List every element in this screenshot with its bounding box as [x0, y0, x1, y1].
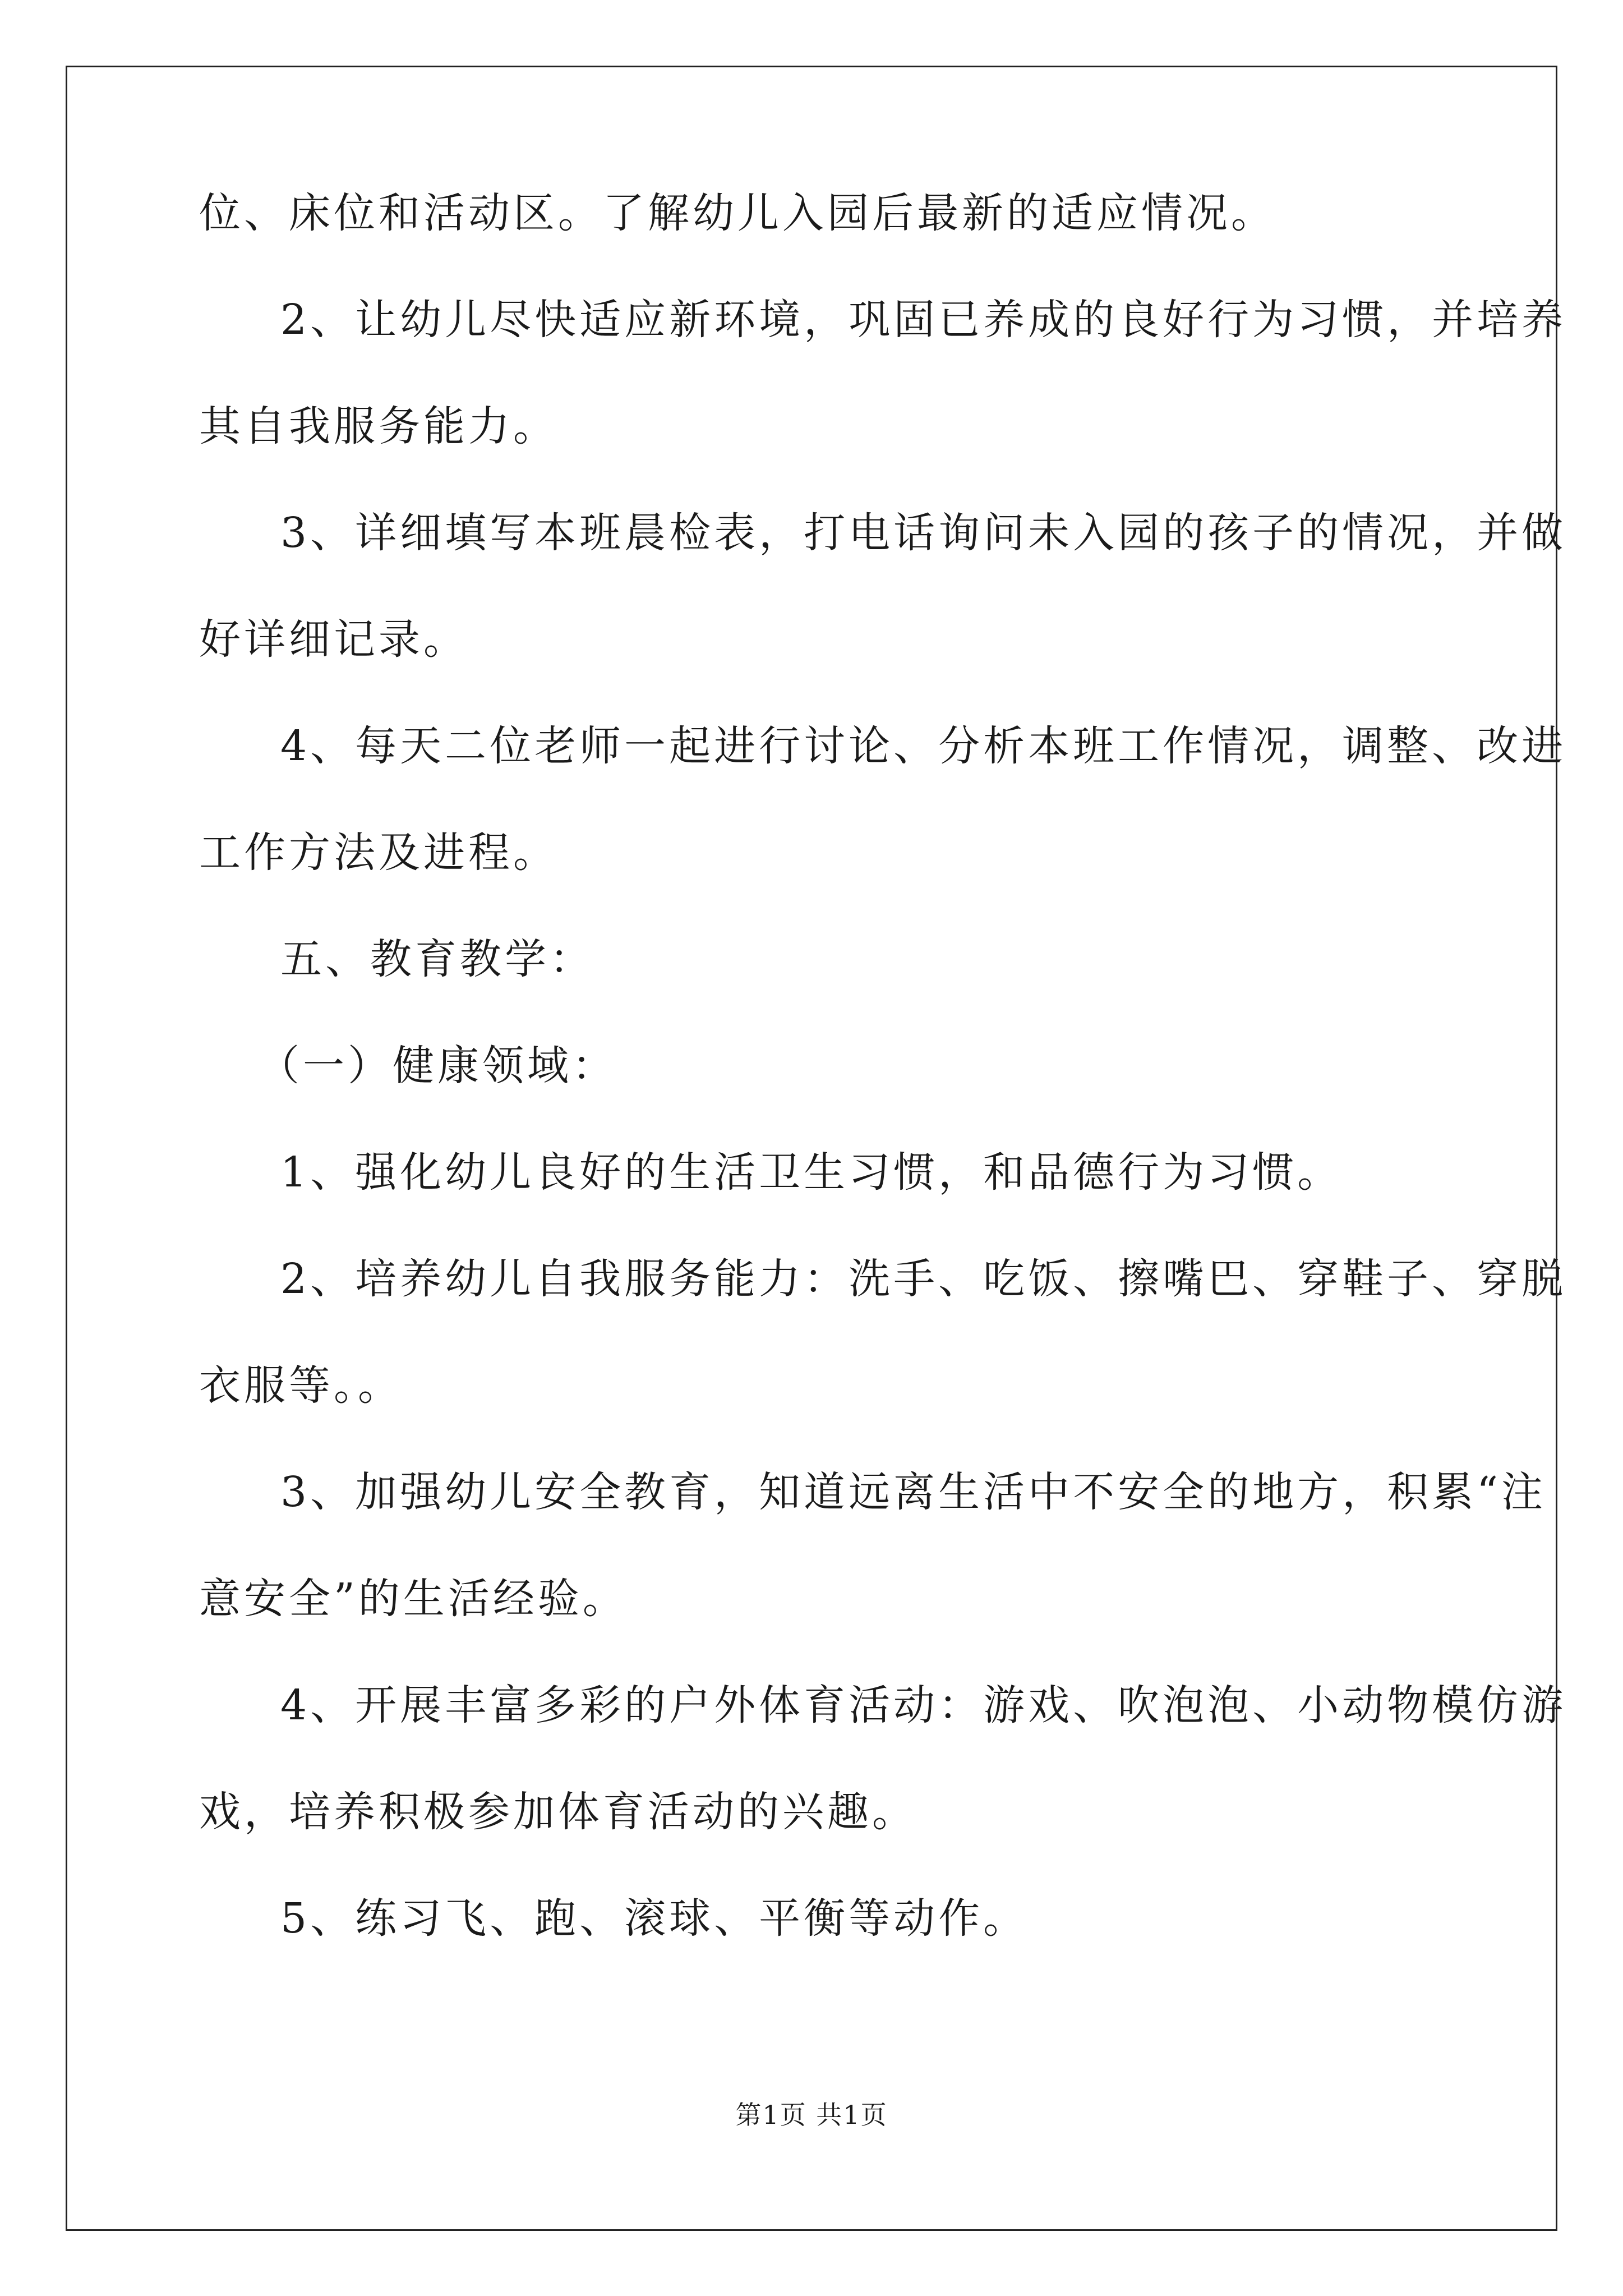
page-number-footer: 第1页 共1页: [735, 2100, 888, 2130]
text-line: 4、每天二位老师一起进行讨论、分析本班工作情况，调整、改进: [280, 722, 1567, 770]
text-line: 衣服等。。: [199, 1361, 403, 1410]
text-line: 位、床位和活动区。了解幼儿入园后最新的适应情况。: [199, 189, 1276, 237]
text-line: 其自我服务能力。: [199, 402, 558, 450]
section-heading: 五、教育教学：: [280, 935, 594, 983]
text-line: 工作方法及进程。: [199, 829, 558, 877]
text-line: 2、让幼儿尽快适应新环境，巩固已养成的良好行为习惯，并培养: [280, 296, 1567, 344]
text-line: 好详细记录。: [199, 615, 468, 664]
text-line: 3、加强幼儿安全教育，知道远离生活中不安全的地方，积累“注: [280, 1468, 1546, 1516]
text-line: 戏，培养积极参加体育活动的兴趣。: [199, 1788, 917, 1836]
text-line: 3、详细填写本班晨检表，打电话询问未入园的孩子的情况，并做: [280, 509, 1567, 557]
text-line: 意安全”的生活经验。: [199, 1575, 628, 1623]
text-line: 4、开展丰富多彩的户外体育活动：游戏、吹泡泡、小动物模仿游: [280, 1681, 1567, 1729]
text-line: 1、强化幼儿良好的生活卫生习惯，和品德行为习惯。: [280, 1148, 1343, 1197]
text-line: 2、培养幼儿自我服务能力：洗手、吃饭、擦嘴巴、穿鞋子、穿脱: [280, 1255, 1567, 1303]
text-line: 5、练习飞、跑、滚球、平衡等动作。: [280, 1894, 1029, 1943]
subsection-heading: （一）健康领域：: [258, 1042, 617, 1090]
